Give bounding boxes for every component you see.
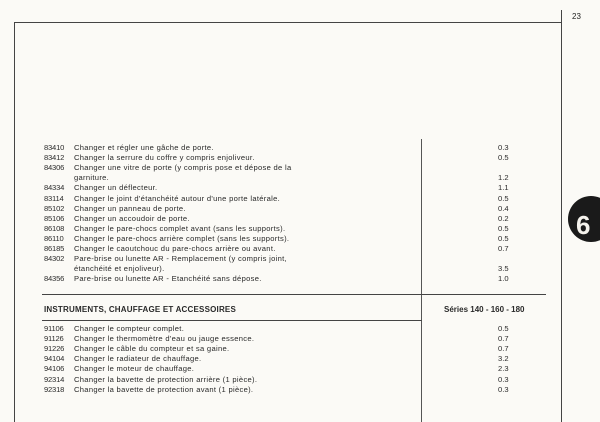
operation-row [44, 385, 253, 395]
operation-row [44, 214, 190, 224]
operation-row [44, 153, 255, 163]
page-frame-top [14, 22, 562, 23]
operation-row [44, 224, 285, 234]
section-title: INSTRUMENTS, CHAUFFAGE ET ACCESSOIRES [44, 305, 237, 314]
operation-row [44, 163, 291, 173]
section-tab-digit: 6 [576, 210, 591, 240]
operation-row [44, 354, 201, 364]
operation-description: Changer le joint d'étanchéité autour d'une porte latérale. [74, 193, 281, 203]
operation-description: Changer le câble du compteur et sa gaine. [74, 344, 230, 354]
operation-description: Changer le thermomètre d'eau ou jauge essence. [74, 334, 255, 344]
operation-description: Changer un accoudoir de porte. [74, 213, 190, 223]
operation-time-value: 0.3 [498, 374, 509, 384]
operation-time-value: 1.0 [498, 274, 509, 284]
operation-description-continued: garniture. [74, 173, 110, 183]
page-frame-left [14, 22, 15, 422]
operation-row [44, 143, 214, 153]
operation-code: 92318 [44, 384, 65, 394]
operation-time-value: 0.5 [498, 324, 509, 333]
operation-code: 84302 [44, 254, 65, 264]
operation-description: Changer une vitre de porte (y compris pose et dépose de la [74, 163, 292, 173]
column-separator [421, 139, 422, 422]
operation-description: Changer un déflecteur. [74, 183, 158, 193]
operation-row [44, 234, 289, 244]
operation-description: Pare-brise ou lunette AR - Etanchéité sans dépose. [74, 274, 262, 284]
operation-description-continued: étanchéité et enjoliveur). [74, 264, 165, 274]
operation-code: 91106 [44, 324, 64, 333]
operation-code: 86110 [44, 233, 64, 243]
operation-code: 86108 [44, 223, 65, 233]
series-label: Séries 140 - 160 - 180 [444, 305, 525, 314]
operation-time-value: 0.5 [498, 193, 509, 203]
operation-row [44, 364, 194, 374]
page-frame-right [561, 10, 562, 422]
operation-time-value: 1.2 [498, 173, 509, 183]
operation-time-value: 0.5 [498, 153, 509, 163]
operation-description: Changer et régler une gâche de porte. [74, 143, 214, 152]
operation-description: Changer le moteur de chauffage. [74, 364, 195, 374]
operation-row [44, 244, 276, 254]
operation-code: 85102 [44, 203, 65, 213]
operation-description: Changer la bavette de protection avant (1 pièce). [74, 384, 254, 394]
operation-description: Changer le compteur complet. [74, 324, 185, 333]
operation-code: 84356 [44, 274, 65, 284]
operation-row [44, 274, 262, 284]
operation-code: 92314 [44, 374, 65, 384]
operation-code: 84334 [44, 183, 65, 193]
operation-time-value: 0.2 [498, 213, 509, 223]
operation-time-value: 0.3 [498, 384, 509, 394]
operation-row [44, 254, 287, 264]
operation-code: 94106 [44, 364, 65, 374]
operation-code: 94104 [44, 354, 65, 364]
operation-description: Changer la bavette de protection arrière (1 pièce). [74, 374, 258, 384]
operation-row [44, 324, 184, 334]
operation-time-value: 0.7 [498, 344, 509, 354]
operation-time-value: 2.3 [498, 364, 509, 374]
operation-time-value: 3.2 [498, 354, 509, 364]
operation-time-value: 0.7 [498, 244, 509, 253]
page-number: 23 [572, 12, 581, 21]
operation-code: 86185 [44, 244, 65, 253]
operation-time-value: 0.5 [498, 223, 509, 233]
operation-description: Changer le pare-chocs complet avant (sans les supports). [74, 223, 286, 233]
operation-code: 85106 [44, 213, 65, 223]
operation-row [44, 183, 157, 193]
operation-code: 91126 [44, 334, 64, 344]
operation-description: Changer le radiateur de chauffage. [74, 354, 202, 364]
operation-description: Changer la serrure du coffre y compris enjoliveur. [74, 153, 255, 163]
operation-row [44, 344, 229, 354]
operation-code: 83412 [44, 153, 65, 163]
section-rule-top [42, 294, 546, 295]
operation-code: 84306 [44, 163, 65, 173]
operation-time-value: 0.3 [498, 143, 509, 152]
operation-description: Pare-brise ou lunette AR - Remplacement (y compris joint, [74, 254, 287, 264]
operation-time-value: 3.5 [498, 264, 509, 274]
operation-code: 83114 [44, 193, 64, 203]
section-rule-bottom [42, 320, 422, 321]
operation-time-value: 1.1 [498, 183, 509, 193]
operation-code: 83410 [44, 143, 65, 152]
operation-code: 91226 [44, 344, 65, 354]
operation-row [44, 194, 280, 204]
operation-description: Changer le caoutchouc du pare-chocs arrière ou avant. [74, 244, 276, 253]
operation-time-value: 0.5 [498, 233, 509, 243]
operation-time-value: 0.7 [498, 334, 509, 344]
operation-description: Changer un panneau de porte. [74, 203, 186, 213]
operation-row [44, 204, 186, 214]
operation-row [44, 334, 254, 344]
operation-description: Changer le pare-chocs arrière complet (sans les supports). [74, 233, 290, 243]
operation-time-value: 0.4 [498, 203, 509, 213]
operation-row [44, 375, 257, 385]
